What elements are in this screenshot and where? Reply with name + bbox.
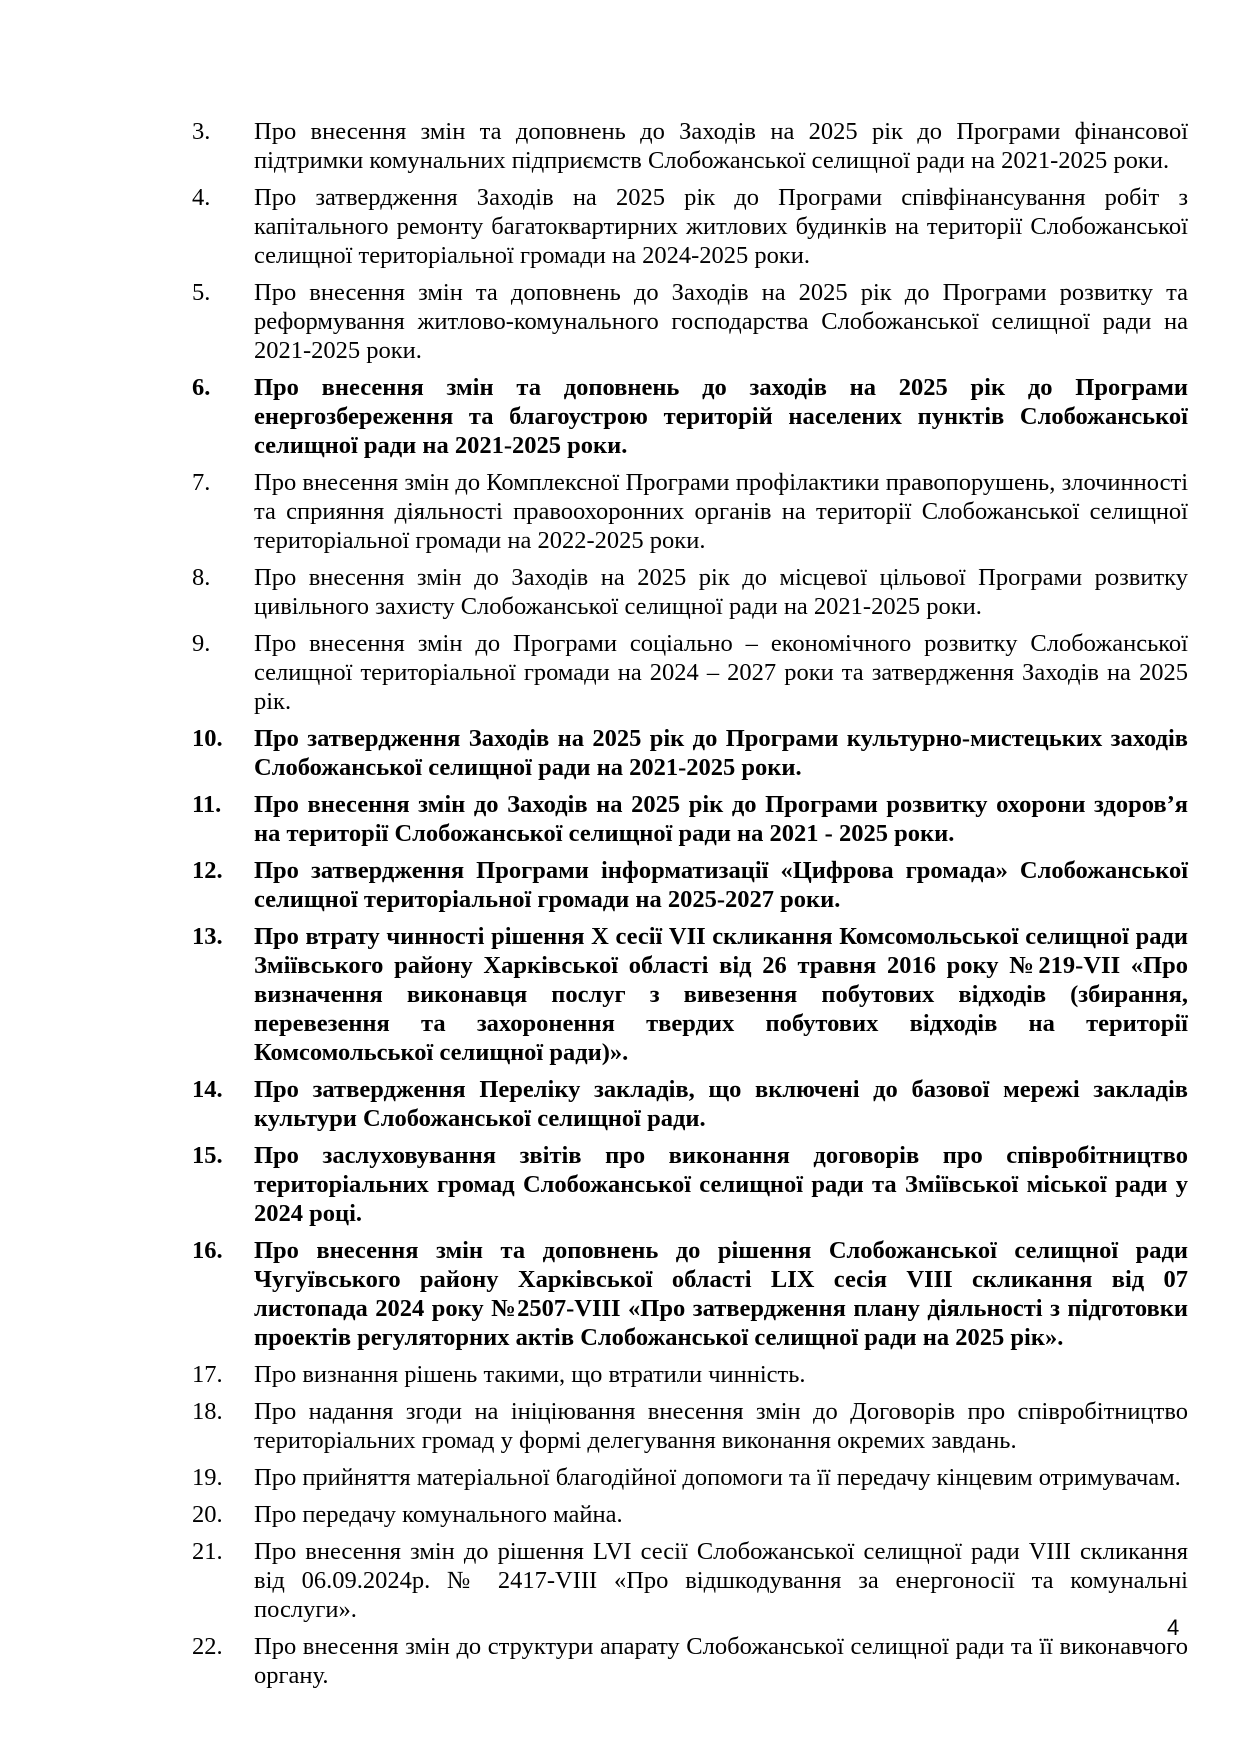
agenda-item-number: 21.	[192, 1538, 223, 1565]
agenda-item-text: Про внесення змін до Програми соціально – економічного розвитку Слобожанської селищної територіальної громади на 2024 – 2027 роки та затвердження Заходів на 2025 рік.	[254, 630, 1188, 715]
agenda-item-text: Про затвердження Переліку закладів, що включені до базової мережі закладів культури Слобожанської селищної ради.	[254, 1076, 1188, 1132]
agenda-list	[192, 117, 1188, 1698]
agenda-item	[192, 1397, 1188, 1455]
agenda-item	[192, 1632, 1188, 1690]
agenda-item	[192, 1537, 1188, 1624]
agenda-item-text: Про втрату чинності рішення X сесії VII скликання Комсомольської селищної ради Зміївського району Харківської області від 26 травня 2016 року №219-VII «Про визначення виконавця послуг з вивезення побутових відходів (збирання, перевезення та захоронення твердих побутових відходів на території Комсомольської селищної ради)».	[254, 923, 1188, 1066]
agenda-item-text: Про передачу комунального майна.	[254, 1501, 623, 1528]
agenda-item-number: 14.	[192, 1076, 223, 1103]
agenda-item	[192, 117, 1188, 175]
agenda-item-text: Про внесення змін та доповнень до Заходів на 2025 рік до Програми фінансової підтримки комунальних підприємств Слобожанської селищної ради на 2021-2025 роки.	[254, 118, 1188, 174]
agenda-item-number: 6.	[192, 374, 211, 401]
agenda-item-number: 9.	[192, 630, 211, 657]
agenda-item	[192, 468, 1188, 555]
page-number: 4	[1167, 1615, 1180, 1640]
agenda-item-number: 3.	[192, 118, 211, 145]
agenda-item-text: Про внесення змін та доповнень до Заходів на 2025 рік до Програми розвитку та реформування житлово-комунального господарства Слобожанської селищної ради на 2021-2025 роки.	[254, 279, 1188, 364]
agenda-item	[192, 724, 1188, 782]
agenda-item-number: 11.	[192, 791, 222, 818]
agenda-item-text: Про внесення змін до рішення LVI сесії Слобожанської селищної ради VIII скликання від 06.09.2024р. № 2417-VIII «Про відшкодування за енергоносії та комунальні послуги».	[254, 1538, 1188, 1623]
agenda-item	[192, 1075, 1188, 1133]
agenda-item-number: 12.	[192, 857, 223, 884]
agenda-item-text: Про прийняття матеріальної благодійної допомоги та її передачу кінцевим отримувачам.	[254, 1464, 1181, 1491]
agenda-item-number: 4.	[192, 184, 211, 211]
agenda-item-text: Про затвердження Програми інформатизації «Цифрова громада» Слобожанської селищної територіальної громади на 2025-2027 роки.	[254, 857, 1188, 913]
agenda-item-text: Про затвердження Заходів на 2025 рік до Програми культурно-мистецьких заходів Слобожанської селищної ради на 2021-2025 роки.	[254, 725, 1188, 781]
agenda-item	[192, 1141, 1188, 1228]
agenda-item	[192, 1360, 1188, 1389]
agenda-item-text: Про заслуховування звітів про виконання договорів про співробітництво територіальних громад Слобожанської селищної ради та Зміївської міської ради у 2024 році.	[254, 1142, 1188, 1227]
agenda-item-text: Про внесення змін та доповнень до рішення Слобожанської селищної ради Чугуївського району Харківської області LIX сесія VIII скликання від 07 листопада 2024 року №2507-VIII «Про затвердження плану діяльності з підготовки проектів регуляторних актів Слобожанської селищної ради на 2025 рік».	[254, 1237, 1188, 1351]
agenda-item-text: Про затвердження Заходів на 2025 рік до Програми співфінансування робіт з капітального ремонту багатоквартирних житлових будинків на території Слобожанської селищної територіальної громади на 2024-2025 роки.	[254, 184, 1188, 269]
agenda-item	[192, 1463, 1188, 1492]
agenda-item-number: 10.	[192, 725, 223, 752]
agenda-item-number: 18.	[192, 1398, 223, 1425]
agenda-item	[192, 563, 1188, 621]
agenda-item-text: Про надання згоди на ініціювання внесення змін до Договорів про співробітництво територіальних громад у формі делегування виконання окремих завдань.	[254, 1398, 1188, 1454]
agenda-item-text: Про внесення змін та доповнень до заходів на 2025 рік до Програми енергозбереження та благоустрою територій населених пунктів Слобожанської селищної ради на 2021-2025 роки.	[254, 374, 1188, 459]
agenda-item-number: 20.	[192, 1501, 223, 1528]
agenda-item	[192, 183, 1188, 270]
agenda-item-text: Про внесення змін до Заходів на 2025 рік до Програми розвитку охорони здоров’я на території Слобожанської селищної ради на 2021 - 2025 роки.	[254, 791, 1188, 847]
agenda-item	[192, 373, 1188, 460]
agenda-item-number: 17.	[192, 1361, 223, 1388]
agenda-item-number: 8.	[192, 564, 211, 591]
agenda-item-number: 16.	[192, 1237, 223, 1264]
agenda-item-text: Про визнання рішень такими, що втратили чинність.	[254, 1361, 806, 1388]
agenda-item-number: 5.	[192, 279, 211, 306]
agenda-item-number: 19.	[192, 1464, 223, 1491]
agenda-item	[192, 856, 1188, 914]
agenda-item-text: Про внесення змін до Заходів на 2025 рік до місцевої цільової Програми розвитку цивільного захисту Слобожанської селищної ради на 2021-2025 роки.	[254, 564, 1188, 620]
agenda-item	[192, 922, 1188, 1067]
agenda-item	[192, 1500, 1188, 1529]
agenda-item-number: 15.	[192, 1142, 223, 1169]
agenda-item-text: Про внесення змін до структури апарату Слобожанської селищної ради та її виконавчого органу.	[254, 1633, 1188, 1689]
agenda-item-number: 13.	[192, 923, 223, 950]
agenda-item	[192, 1236, 1188, 1352]
agenda-item-number: 7.	[192, 469, 211, 496]
agenda-item	[192, 629, 1188, 716]
agenda-item-number: 22.	[192, 1633, 223, 1660]
agenda-item	[192, 790, 1188, 848]
agenda-item	[192, 278, 1188, 365]
agenda-item-text: Про внесення змін до Комплексної Програми профілактики правопорушень, злочинності та сприяння діяльності правоохоронних органів на території Слобожанської селищної територіальної громади на 2022-2025 роки.	[254, 469, 1188, 554]
